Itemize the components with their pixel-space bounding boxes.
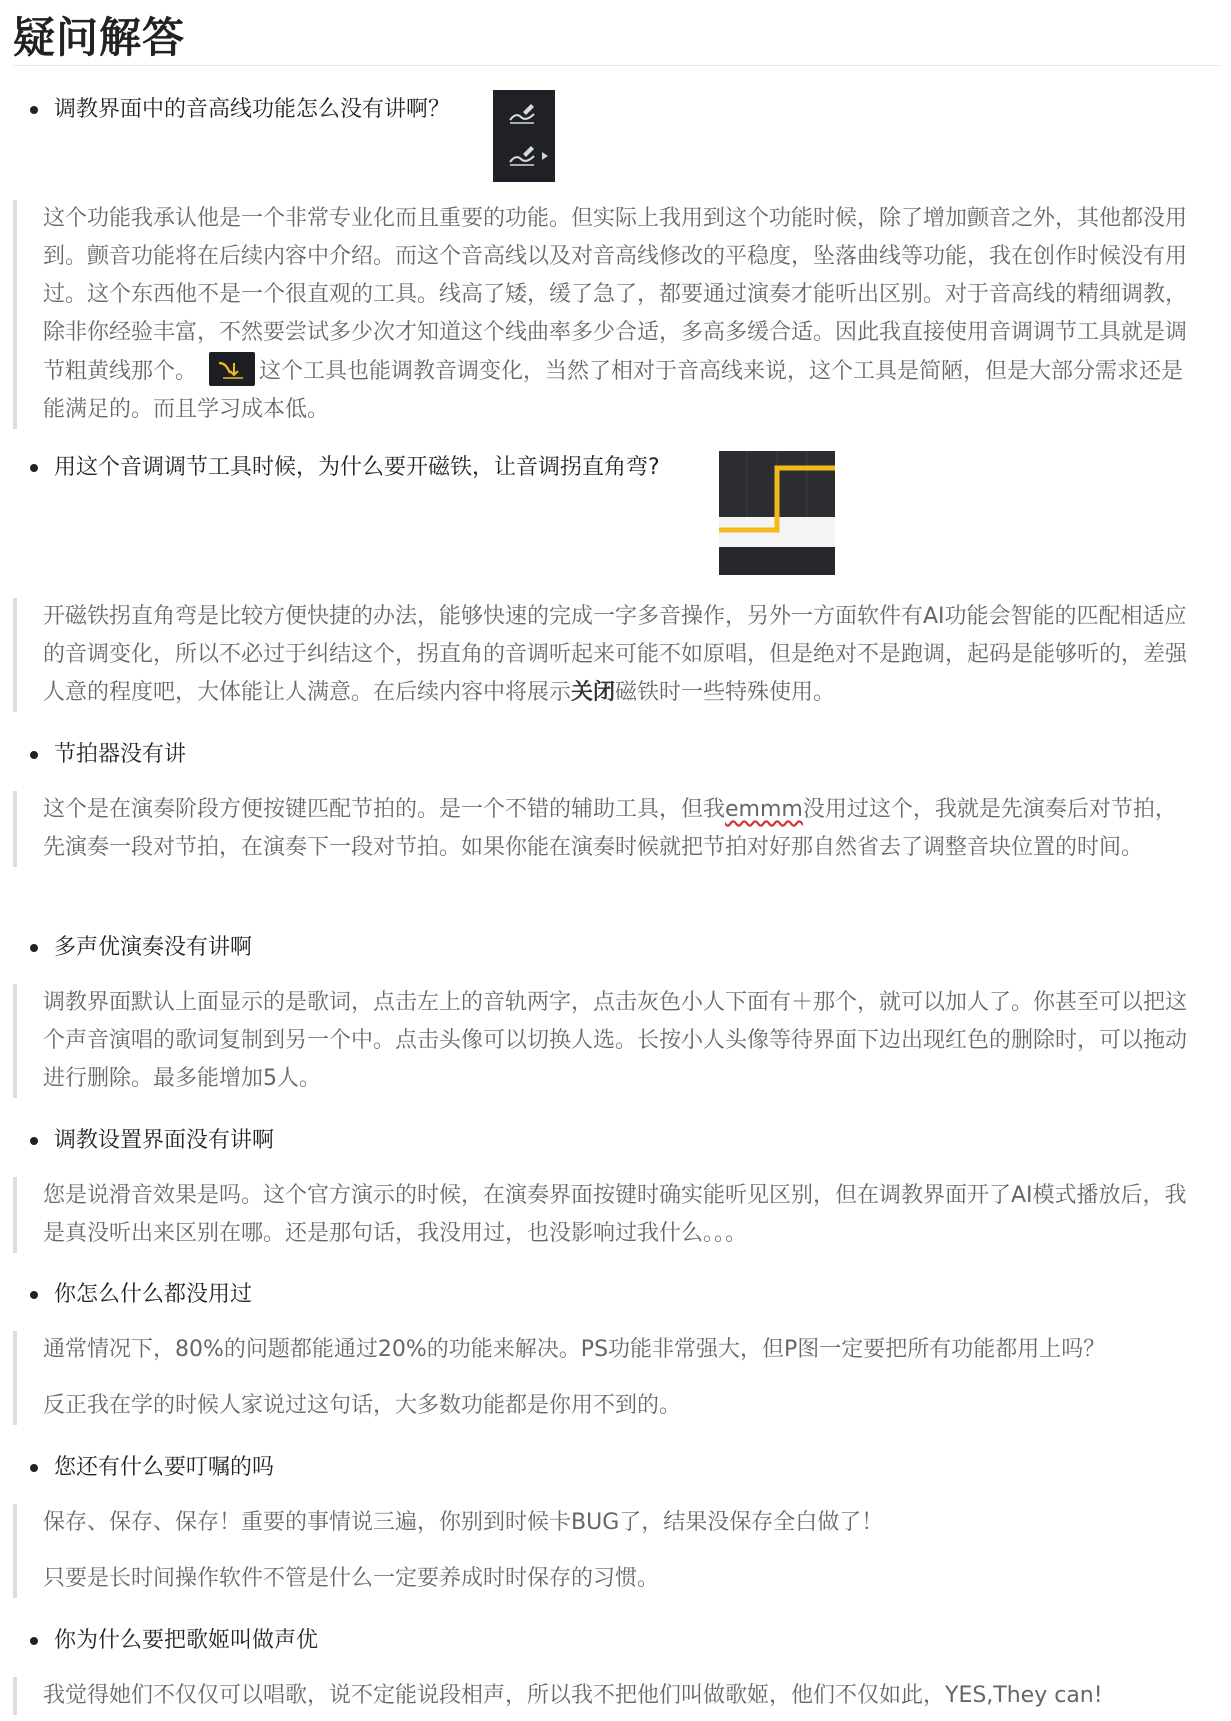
spellcheck-underlined-word: emmm	[725, 797, 803, 822]
faq-question-voice-actor	[30, 1625, 318, 1657]
faq-question-advice	[30, 1452, 274, 1484]
bullet-icon	[30, 751, 38, 759]
pitch-pen-icon	[507, 100, 537, 126]
faq-answer-magnet	[13, 598, 1193, 712]
faq-answer-settings	[13, 1177, 1193, 1253]
answer-bold-text: 关闭	[571, 680, 616, 705]
faq-answer-multi-voice	[13, 984, 1193, 1098]
answer-paragraph: 反正我在学的时候人家说过这句话，大多数功能都是你用不到的。	[43, 1393, 682, 1418]
question-text: 节拍器没有讲	[54, 742, 187, 767]
answer-paragraph: 您是说滑音效果是吗。这个官方演示的时候，在演奏界面按键时确实能听见区别，但在调教界面开了AI模式播放后，我是真没听出来区别在哪。还是那句话，我没用过，也没影响过我什么。。。	[43, 1183, 1187, 1246]
faq-question-magnet	[30, 452, 660, 484]
pitch-curve-tool-icon	[209, 352, 255, 386]
right-angle-pitch-screenshot	[719, 451, 835, 575]
bullet-icon	[30, 464, 38, 472]
question-text: 你为什么要把歌姬叫做声优	[54, 1628, 319, 1653]
answer-text: 没用过这个，我就是先演奏后对节拍，先演奏一段对节拍，在演奏下一段对节拍。如果你能在演奏时候就把节拍对好那自然省去了调整音块位置的时间。	[43, 797, 1177, 860]
answer-paragraph	[43, 200, 1193, 429]
answer-text: 磁铁时一些特殊使用。	[615, 680, 836, 705]
question-text: 调教界面中的音高线功能怎么没有讲啊？	[54, 97, 451, 122]
answer-text: 这个是在演奏阶段方便按键匹配节拍的。是一个不错的辅助工具，但我	[43, 797, 726, 822]
faq-question-settings	[30, 1125, 274, 1157]
faq-question-metronome	[30, 739, 186, 771]
answer-paragraph	[43, 791, 1193, 867]
answer-text: 这个工具也能调教音调变化，当然了相对于音高线来说，这个工具是简陋，但是大部分需求还是能满足的。而且学习成本低。	[43, 359, 1184, 422]
answer-paragraph: 保存、保存、保存！重要的事情说三遍，你别到时候卡BUG了，结果没保存全白做了！	[43, 1510, 884, 1535]
answer-paragraph	[43, 598, 1193, 712]
faq-question-multi-voice	[30, 932, 252, 964]
bullet-icon	[30, 1637, 38, 1645]
pitch-pen-menu-icon	[507, 142, 537, 168]
faq-answer-advice	[13, 1504, 1193, 1598]
pitch-tool-screenshot	[493, 90, 555, 182]
question-text: 您还有什么要叮嘱的吗	[54, 1455, 275, 1480]
faq-answer-voice-actor	[13, 1677, 1193, 1715]
answer-paragraph: 通常情况下，80%的问题都能通过20%的功能来解决。PS功能非常强大，但P图一定要把所有功能都用上吗？	[43, 1337, 1106, 1362]
answer-text: 开磁铁拐直角弯是比较方便快捷的办法，能够快速的完成一字多音操作，另外一方面软件有AI功能会智能的匹配相适应的音调变化，所以不必过于纠结这个，拐直角的音调听起来可能不如原唱，但是绝对不是跑调，起码是能够听的，差强人意的程度吧，大体能让人满意。在后续内容中将展示	[43, 604, 1188, 705]
faq-answer-metronome	[13, 791, 1193, 867]
bullet-icon	[30, 1291, 38, 1299]
answer-paragraph: 只要是长时间操作软件不管是什么一定要养成时时保存的习惯。	[43, 1566, 660, 1591]
answer-text: 这个功能我承认他是一个非常专业化而且重要的功能。但实际上我用到这个功能时候，除了增加颤音之外，其他都没用到。颤音功能将在后续内容中介绍。而这个音高线以及对音高线修改的平稳度，坠落曲线等功能，我在创作时候没有用过。这个东西他不是一个很直观的工具。线高了矮，缓了急了，都要通过演奏才能听出区别。对于音高线的精细调教，除非你经验丰富，不然要尝试多少次才知道这个线曲率多少合适，多高多缓合适。因此我直接使用音调调节工具就是调节粗黄线那个。	[43, 206, 1188, 384]
submenu-arrow-icon	[542, 152, 548, 160]
bullet-icon	[30, 1137, 38, 1145]
page-title: 疑问解答	[13, 13, 186, 62]
faq-question-not-used	[30, 1279, 252, 1311]
question-text: 用这个音调调节工具时候，为什么要开磁铁，让音调拐直角弯?	[54, 455, 660, 480]
faq-answer-pitch-line	[13, 200, 1193, 429]
bullet-icon	[30, 106, 38, 114]
answer-paragraph: 调教界面默认上面显示的是歌词，点击左上的音轨两字，点击灰色小人下面有＋那个，就可以加人了。你甚至可以把这个声音演唱的歌词复制到另一个中。点击头像可以切换人选。长按小人头像等待界面下边出现红色的删除时，可以拖动进行删除。最多能增加5人。	[43, 990, 1188, 1091]
faq-question-pitch-line	[30, 94, 450, 126]
bullet-icon	[30, 944, 38, 952]
question-text: 你怎么什么都没用过	[54, 1282, 253, 1307]
title-divider	[13, 65, 1220, 66]
question-text: 调教设置界面没有讲啊	[54, 1128, 275, 1153]
faq-answer-not-used	[13, 1331, 1193, 1425]
answer-paragraph: 我觉得她们不仅仅可以唱歌，说不定能说段相声，所以我不把他们叫做歌姬，他们不仅如此，YES,They can!	[43, 1683, 1103, 1708]
bullet-icon	[30, 1464, 38, 1472]
question-text: 多声优演奏没有讲啊	[54, 935, 253, 960]
